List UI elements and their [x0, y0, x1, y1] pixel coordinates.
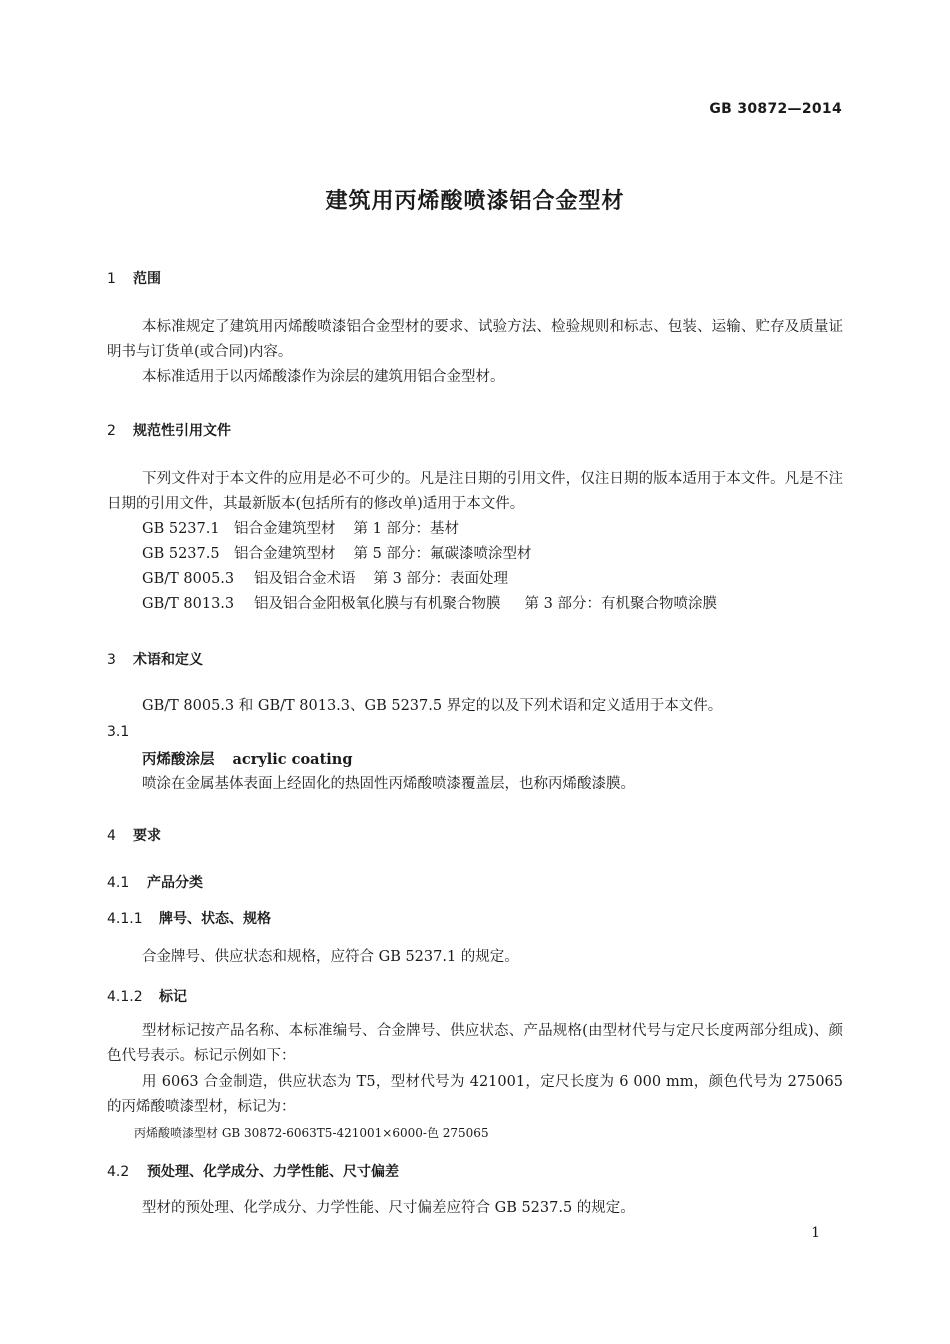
section-number: 4.1.2: [107, 989, 143, 1005]
reference-part: 第 1 部分：基材: [353, 521, 459, 537]
section-3-heading: [107, 649, 203, 669]
section-2-paragraph-1: 下列文件对于本文件的应用是必不可少的。凡是注日期的引用文件，仅注日期的版本适用于本文件。凡是不注日期的引用文件，其最新版本(包括所有的修改单)适用于本文件。: [107, 471, 843, 512]
section-title: 范围: [133, 271, 161, 287]
reference-title: 铝合金建筑型材: [234, 521, 336, 537]
section-2-heading: [107, 420, 231, 440]
section-title: 产品分类: [147, 875, 203, 891]
section-title: 要求: [133, 828, 161, 844]
reference-item: [142, 517, 459, 538]
term-entry: [142, 748, 352, 769]
reference-code: GB/T 8013.3: [142, 596, 235, 612]
term-definition: 喷涂在金属基体表面上经固化的热固性丙烯酸喷漆覆盖层，也称丙烯酸漆膜。: [142, 776, 635, 792]
reference-item: [142, 592, 717, 613]
reference-code: GB 5237.1: [142, 521, 220, 537]
section-4-1-heading: [107, 872, 203, 892]
reference-part: 第 3 部分：有机聚合物喷涂膜: [524, 596, 717, 612]
section-4-2-paragraph: 型材的预处理、化学成分、力学性能、尺寸偏差应符合 GB 5237.5 的规定。: [142, 1200, 635, 1216]
section-number: 3: [107, 652, 116, 668]
section-title: 术语和定义: [133, 652, 203, 668]
section-title: 牌号、状态、规格: [159, 911, 271, 927]
section-4-1-2-heading: [107, 986, 187, 1006]
reference-part: 第 3 部分：表面处理: [373, 571, 508, 587]
term-english: acrylic coating: [232, 751, 353, 768]
section-number: 4.1: [107, 875, 130, 891]
section-4-2-heading: [107, 1161, 399, 1181]
section-number: 4.2: [107, 1164, 130, 1180]
term-number: 3.1: [107, 724, 130, 740]
reference-title: 铝及铝合金术语: [254, 571, 356, 587]
reference-code: GB 5237.5: [142, 546, 220, 562]
section-number: 4: [107, 828, 116, 844]
section-title: 标记: [159, 989, 187, 1005]
page-number: 1: [811, 1225, 820, 1241]
section-title: 预处理、化学成分、力学性能、尺寸偏差: [147, 1164, 399, 1180]
section-4-1-1-heading: [107, 908, 271, 928]
reference-title: 铝合金建筑型材: [234, 546, 336, 562]
reference-code: GB/T 8005.3: [142, 571, 235, 587]
section-1-heading: [107, 268, 161, 288]
standard-number: GB 30872—2014: [709, 101, 842, 117]
section-3-paragraph-1: GB/T 8005.3 和 GB/T 8013.3、GB 5237.5 界定的以及下列术语和定义适用于本文件。: [142, 698, 723, 714]
section-4-heading: [107, 825, 161, 845]
reference-item: [142, 542, 531, 563]
section-title: 规范性引用文件: [133, 423, 231, 439]
section-1-paragraph-2: 本标准适用于以丙烯酸漆作为涂层的建筑用铝合金型材。: [142, 369, 505, 385]
marking-example: 丙烯酸喷漆型材 GB 30872-6063T5-421001×6000-色 275065: [134, 1126, 489, 1140]
section-1-paragraph-1: 本标准规定了建筑用丙烯酸喷漆铝合金型材的要求、试验方法、检验规则和标志、包装、运输、贮存及质量证明书与订货单(或合同)内容。: [107, 319, 843, 360]
section-number: 1: [107, 271, 116, 287]
document-title: 建筑用丙烯酸喷漆铝合金型材: [325, 189, 625, 214]
reference-item: [142, 567, 508, 588]
section-4-1-2-paragraph-2: 用 6063 合金制造，供应状态为 T5，型材代号为 421001，定尺长度为 6 000 mm，颜色代号为 275065 的丙烯酸喷漆型材，标记为：: [107, 1074, 843, 1115]
term-chinese: 丙烯酸涂层: [142, 752, 215, 768]
reference-title: 铝及铝合金阳极氧化膜与有机聚合物膜: [254, 596, 501, 612]
section-4-1-1-paragraph: 合金牌号、供应状态和规格，应符合 GB 5237.1 的规定。: [142, 949, 519, 965]
section-number: 4.1.1: [107, 911, 143, 927]
section-4-1-2-paragraph-1: 型材标记按产品名称、本标准编号、合金牌号、供应状态、产品规格(由型材代号与定尺长度两部分组成)、颜色代号表示。标记示例如下：: [107, 1023, 843, 1064]
section-number: 2: [107, 423, 116, 439]
reference-part: 第 5 部分：氟碳漆喷涂型材: [353, 546, 532, 562]
